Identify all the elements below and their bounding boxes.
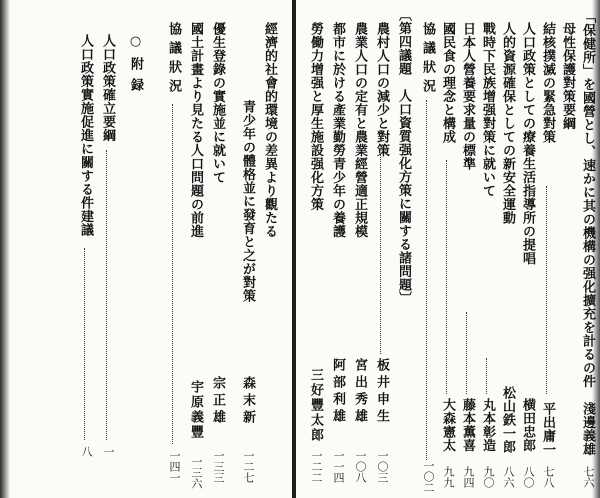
leader-dots (486, 358, 487, 394)
toc-entry-author: 横田忠郎 (520, 398, 535, 452)
toc-entry-author: 三好豐太郎 (308, 368, 323, 443)
toc-entry-title: 結核撲滅の緊急對策 (540, 22, 555, 144)
toc-entry-title: 人口政策確立要綱 (100, 34, 115, 142)
toc-entry-author: 大森憲太 (440, 398, 455, 452)
toc-entry-author: 藤本薫喜 (460, 398, 475, 452)
toc-entry-page: 一三三 (212, 450, 225, 483)
toc-entry-author: 淺邊義雄 (580, 402, 595, 456)
toc-entry-page: 七六 (582, 466, 595, 488)
toc-entry-title: 優生登錄の實施並に就いて (210, 22, 225, 184)
toc-entry-page: 九〇 (482, 466, 495, 488)
toc-entry-title: 人口政策としての療養生活指導所の提唱 (520, 22, 535, 265)
toc-entry-page: 八六 (502, 466, 515, 488)
toc-entry-title: 人的資源確保としての新安全運動 (500, 22, 515, 225)
toc-entry-page: 九九 (442, 466, 455, 488)
toc-entry-page: 一〇三 (376, 450, 389, 483)
right-page (296, 0, 600, 498)
toc-entry-title: 農業人口の定有と農業經營適正規模 (352, 22, 367, 238)
toc-entry-page: 一一四 (332, 450, 345, 483)
toc-entry-title: 人口政策實施促進に關する件建議 (78, 34, 93, 237)
toc-entry-page: 一〇二 (422, 460, 435, 493)
toc-entry-title: 勞働力增强と厚生施設强化方策 (308, 22, 323, 211)
toc-entry-page: 一 (102, 446, 115, 457)
leader-dots (426, 100, 427, 460)
toc-entry-page: 一三六 (190, 456, 203, 489)
toc-entry-page: 一四一 (168, 450, 181, 483)
appendix-heading: ○附録 (128, 34, 143, 99)
leader-dots (546, 186, 547, 394)
section-heading: 〔第四議題 人口資質强化方策に關する諸問題〕 (396, 8, 411, 305)
toc-entry-author: 宇原義豐 (188, 380, 203, 440)
leader-dots (172, 104, 173, 444)
leader-dots (446, 160, 447, 394)
toc-entry-author: 森末新 (240, 376, 255, 427)
book-gutter (292, 0, 296, 498)
leader-dots (466, 312, 467, 394)
toc-entry-title: 日本人營養要求量の標準 (460, 22, 475, 171)
toc-entry-title: 協議狀況 (420, 22, 435, 98)
page-edge-shadow (0, 0, 10, 498)
toc-entry-author: 松山鉄一郎 (500, 386, 515, 454)
leader-dots (106, 150, 107, 440)
toc-entry-page: 八〇 (522, 466, 535, 488)
toc-entry-page: 七八 (542, 466, 555, 488)
toc-entry-page: 一二七 (242, 450, 255, 483)
toc-entry-title: 國土計畫より見たる人口問題の前進 (188, 22, 203, 238)
toc-entry-title: 青少年の體格並に發育と之が對策 (240, 100, 255, 303)
toc-entry-title: 國民食の理念と構成 (440, 22, 455, 144)
toc-entry-author: 宮出秀雄 (352, 358, 367, 426)
left-page (0, 0, 292, 498)
toc-entry-title: 母性保護對策要綱 (560, 22, 575, 130)
toc-entry-author: 宗正雄 (210, 376, 225, 427)
toc-entry-page: 一二二 (310, 450, 323, 483)
toc-entry-author: 丸本彰造 (480, 398, 495, 452)
toc-entry-page: 一〇八 (354, 450, 367, 483)
toc-entry-page: 八 (80, 446, 93, 457)
toc-entry-title: 「保健所」を國營とし、速かに其の機構の强化擴充を計るの件 (580, 10, 595, 388)
toc-entry-title: 都市に於ける產業勤勞青少年の養護 (330, 22, 345, 238)
toc-entry-title: 戰時下民族增强對策に就いて (480, 22, 495, 198)
toc-entry-author: 阿部利雄 (330, 358, 345, 426)
leader-dots (380, 154, 381, 354)
leader-dots (84, 248, 85, 440)
toc-entry-title: 農村人口の減少と對策 (374, 22, 389, 157)
toc-entry-title: 經濟的社會的環境の差異より觀たる (262, 22, 277, 238)
toc-entry-title: 協議狀況 (166, 22, 181, 98)
toc-entry-author: 板井申生 (374, 358, 389, 426)
toc-entry-page: 九四 (462, 466, 475, 488)
toc-entry-author: 平出庸一 (540, 402, 555, 456)
